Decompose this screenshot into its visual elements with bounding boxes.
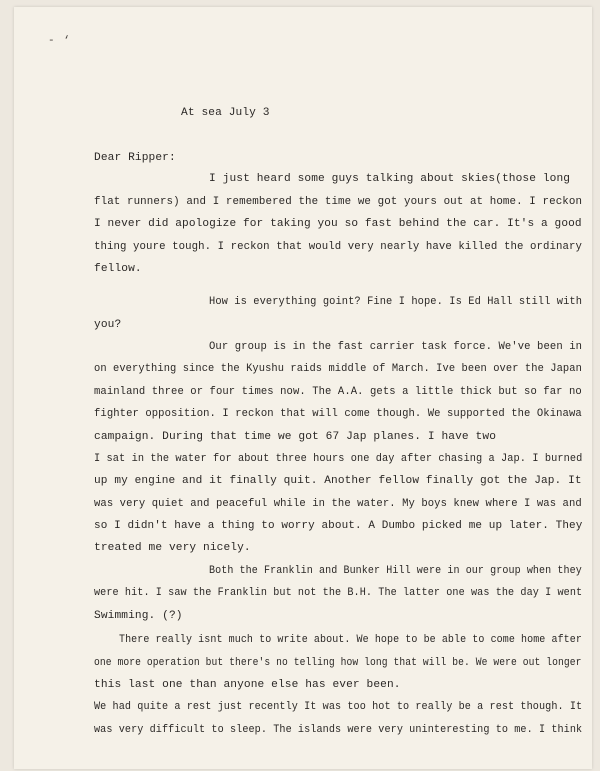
text-line: was very difficult to sleep. The islands were very uninteresting to me. I think — [94, 724, 583, 736]
text-line: were hit. I saw the Franklin but not the B.H. The latter one was the day I went — [94, 587, 583, 599]
text-line: treated me very nicely. — [94, 542, 251, 554]
text-line: How is everything goint? Fine I hope. Is Ed Hall still with — [209, 296, 583, 308]
text-line: so I didn't have a thing to worry about. A Dumbo picked me up later. They — [94, 520, 583, 532]
corner-mark: - ‘ — [48, 35, 71, 47]
text-line: up my engine and it finally quit. Another fellow finally got the Jap. It — [94, 475, 582, 487]
salutation: Dear Ripper: — [94, 152, 176, 164]
text-line: on everything since the Kyushu raids middle of March. Ive been over the Japan — [94, 363, 582, 375]
text-line: this last one than anyone else has ever been. — [94, 679, 401, 691]
text-line: you? — [94, 319, 122, 331]
text-line: Both the Franklin and Bunker Hill were in our group when they — [209, 565, 582, 577]
text-line: thing youre tough. I reckon that would very nearly have killed the ordinary — [94, 241, 583, 253]
text-line: I never did apologize for taking you so fast behind the car. It's a good — [94, 218, 582, 230]
text-line: mainland three or four times now. The A.A. gets a little thick but so far no — [94, 386, 582, 398]
text-line: flat runners) and I remembered the time we got yours out at home. I reckon — [94, 196, 583, 208]
text-line: I just heard some guys talking about skies(those long — [209, 173, 571, 185]
text-line: Swimming. (?) — [94, 610, 183, 622]
dateline: At sea July 3 — [181, 107, 270, 119]
text-line: Our group is in the fast carrier task force. We've been in — [209, 341, 583, 353]
text-line: one more operation but there's no telling how long that will be. We were out longer — [94, 657, 582, 669]
text-line: There really isnt much to write about. We hope to be able to come home after — [119, 634, 582, 646]
text-line: campaign. During that time we got 67 Jap planes. I have two — [94, 431, 497, 443]
text-line: was very quiet and peaceful while in the water. My boys knew where I was and — [94, 498, 582, 510]
text-line: I sat in the water for about three hours one day after chasing a Jap. I burned — [94, 453, 583, 465]
text-line: We had quite a rest just recently It was too hot to really be a rest though. It — [94, 701, 583, 713]
text-line: fellow. — [94, 263, 142, 275]
text-line: fighter opposition. I reckon that will come though. We supported the Okinawa — [94, 408, 582, 420]
letter-page — [14, 7, 592, 769]
